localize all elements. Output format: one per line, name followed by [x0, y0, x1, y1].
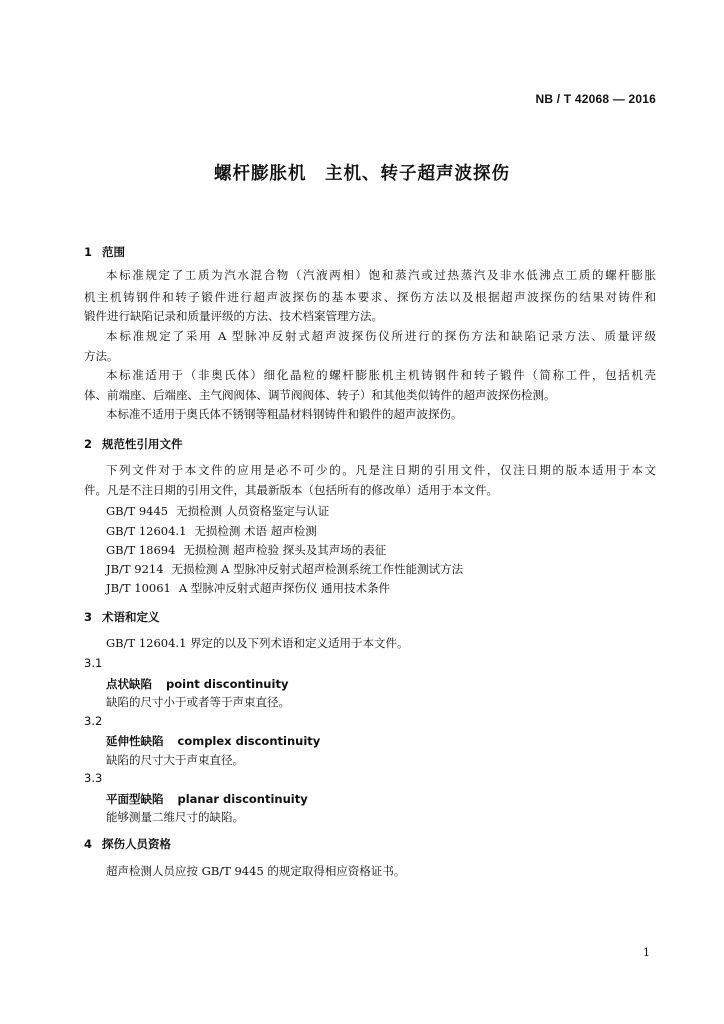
section-4-heading [84, 836, 171, 852]
paragraph-line: 超声检测人员应按 GB/T 9445 的规定取得相应资格证书。 [106, 864, 406, 878]
reference-title: 无损检测 人员资格鉴定与认证 [176, 504, 330, 518]
section-title: 术语和定义 [102, 610, 160, 624]
paragraph-line: 下列文件对于本文件的应用是必不可少的。凡是注日期的引用文件，仅注日期的版本适用于本文 [106, 463, 656, 477]
section-3-heading [84, 609, 160, 625]
term-name-zh: 点状缺陷 [106, 677, 152, 691]
section-title: 范围 [102, 245, 125, 259]
section-title: 探伤人员资格 [102, 837, 171, 851]
section-title: 规范性引用文件 [102, 437, 183, 451]
term-number: 3.1 [84, 656, 103, 670]
paragraph-line: 本标准不适用于奥氏体不锈钢等粗晶材料钢铸件和锻件的超声波探伤。 [106, 407, 463, 421]
term-name-zh: 延伸性缺陷 [106, 734, 164, 748]
paragraph-line: 机主机铸钢件和转子锻件进行超声波探伤的基本要求、探伤方法以及根据超声波探伤的结果对铸件和 [84, 290, 656, 304]
paragraph-line: 件。凡是不注日期的引用文件，其最新版本（包括所有的修改单）适用于本文件。 [84, 483, 498, 497]
term-name-en: point discontinuity [166, 677, 289, 691]
term-definition: 缺陷的尺寸小于或者等于声束直径。 [106, 695, 290, 709]
standard-code: NB / T 42068 — 2016 [535, 92, 656, 106]
section-1-heading [84, 244, 125, 260]
reference-item [106, 523, 317, 539]
term-definition: 能够测量二维尺寸的缺陷。 [106, 810, 244, 824]
reference-code: JB/T 9214 [106, 562, 164, 576]
term-name [106, 733, 320, 749]
paragraph-line: 本标准规定了工质为汽水混合物（汽液两相）饱和蒸汽或过热蒸汽及非水低沸点工质的螺杆膨胀 [106, 268, 656, 282]
reference-item [106, 580, 390, 596]
reference-item [106, 542, 386, 558]
section-2-heading [84, 436, 183, 452]
reference-title: A 型脉冲反射式超声探伤仪 通用技术条件 [178, 581, 390, 595]
term-name-zh: 平面型缺陷 [106, 792, 164, 806]
section-number: 4 [84, 837, 93, 851]
reference-title: 无损检测 A 型脉冲反射式超声检测系统工作性能测试方法 [171, 562, 464, 576]
paragraph-line: GB/T 12604.1 界定的以及下列术语和定义适用于本文件。 [106, 636, 409, 650]
paragraph-line: 本标准适用于（非奥氏体）细化晶粒的螺杆膨胀机主机铸钢件和转子锻件（简称工件，包括机壳 [106, 368, 656, 382]
term-number: 3.3 [84, 771, 103, 785]
section-number: 2 [84, 437, 93, 451]
paragraph-line: 方法。 [84, 349, 119, 363]
document-title: 螺杆膨胀机 主机、转子超声波探伤 [214, 164, 510, 184]
paragraph-line: 本标准规定了采用 A 型脉冲反射式超声波探伤仪所进行的探伤方法和缺陷记录方法、质量评级 [106, 329, 656, 343]
term-definition: 缺陷的尺寸大于声束直径。 [106, 753, 244, 767]
page-number: 1 [643, 946, 650, 959]
term-name [106, 676, 288, 692]
reference-item [106, 503, 329, 519]
reference-title: 无损检测 超声检验 探头及其声场的表征 [183, 543, 387, 557]
term-name-en: complex discontinuity [177, 734, 321, 748]
term-name-en: planar discontinuity [177, 792, 308, 806]
paragraph-line: 锻件进行缺陷记录和质量评级的方法、技术档案管理方法。 [84, 309, 383, 323]
term-name [106, 791, 308, 807]
section-number: 1 [84, 245, 93, 259]
reference-item [106, 561, 463, 577]
reference-code: GB/T 18694 [106, 543, 176, 557]
paragraph-line: 体、前端座、后端座、主气阀阀体、调节阀阀体、转子）和其他类似铸件的超声波探伤检测。 [84, 388, 556, 402]
reference-title: 无损检测 术语 超声检测 [194, 524, 317, 538]
reference-code: JB/T 10061 [106, 581, 171, 595]
reference-code: GB/T 9445 [106, 504, 169, 518]
reference-code: GB/T 12604.1 [106, 524, 187, 538]
section-number: 3 [84, 610, 93, 624]
term-number: 3.2 [84, 714, 103, 728]
